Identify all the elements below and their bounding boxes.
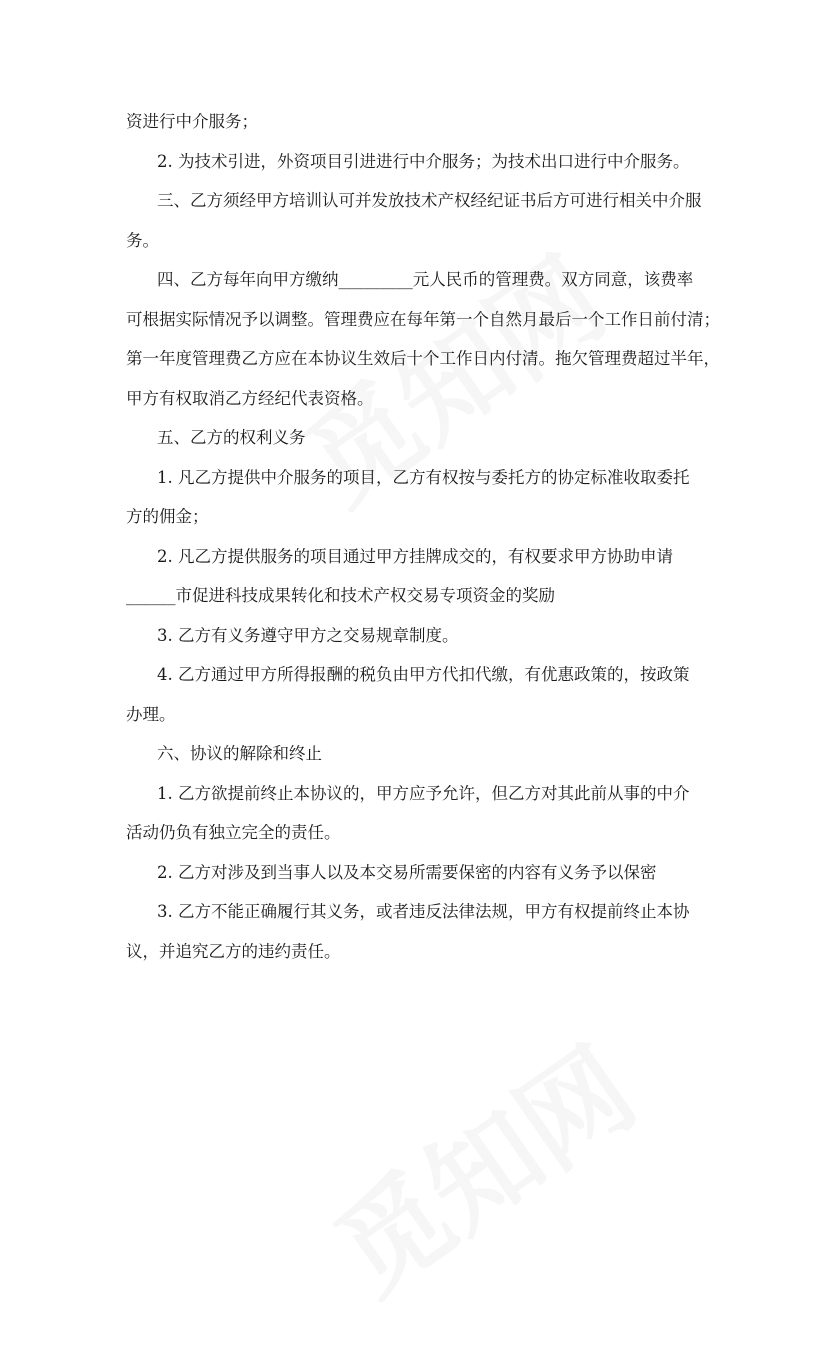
paragraph-line: 3. 乙方有义务遵守甲方之交易规章制度。 xyxy=(157,625,459,645)
paragraph-line: 1. 乙方欲提前终止本协议的，甲方应予允许，但乙方对其此前从事的中介 xyxy=(157,783,690,803)
paragraph-line: 甲方有权取消乙方经纪代表资格。 xyxy=(126,388,374,408)
watermark-bottom xyxy=(300,1022,660,1358)
paragraph-line: 四、乙方每年向甲方缴纳_________元人民币的管理费。双方同意，该费率 xyxy=(157,270,694,289)
paragraph-line: 3. 乙方不能正确履行其义务，或者违反法律法规，甲方有权提前终止本协 xyxy=(157,902,690,921)
paragraph-line: 2. 为技术引进，外资项目引进进行中介服务；为技术出口进行中介服务。 xyxy=(157,151,690,171)
paragraph-line: 议，并追究乙方的违约责任。 xyxy=(126,941,341,961)
paragraph-line: 4. 乙方通过甲方所得报酬的税负由甲方代扣代缴，有优惠政策的，按政策 xyxy=(157,665,690,684)
paragraph-line: 三、乙方须经甲方培训认可并发放技术产权经纪证书后方可进行相关中介服 xyxy=(157,191,702,210)
section-heading: 五、乙方的权利义务 xyxy=(157,428,306,447)
paragraph-line: 2. 乙方对涉及到当事人以及本交易所需要保密的内容有义务予以保密 xyxy=(157,862,657,882)
paragraph-line: 可根据实际情况予以调整。管理费应在每年第一个自然月最后一个工作日前付清； xyxy=(126,309,720,329)
paragraph-line: 1. 凡乙方提供中介服务的项目，乙方有权按与委托方的协定标准收取委托 xyxy=(157,467,690,487)
paragraph-line: 办理。 xyxy=(126,704,176,724)
paragraph-line: 2. 凡乙方提供服务的项目通过甲方挂牌成交的，有权要求甲方协助申请 xyxy=(157,546,673,566)
document-body xyxy=(126,102,720,971)
paragraph-line: 资进行中介服务； xyxy=(126,112,258,131)
paragraph-line: 第一年度管理费乙方应在本协议生效后十个工作日内付清。拖欠管理费超过半年， xyxy=(126,349,720,368)
paragraph-line: 方的佣金； xyxy=(126,507,209,526)
paragraph-line: ______市促进科技成果转化和技术产权交易专项资金的奖励 xyxy=(126,586,555,605)
paragraph-line: 务。 xyxy=(126,230,159,250)
section-heading: 六、协议的解除和终止 xyxy=(157,744,322,763)
paragraph-line: 活动仍负有独立完全的责任。 xyxy=(126,823,341,842)
